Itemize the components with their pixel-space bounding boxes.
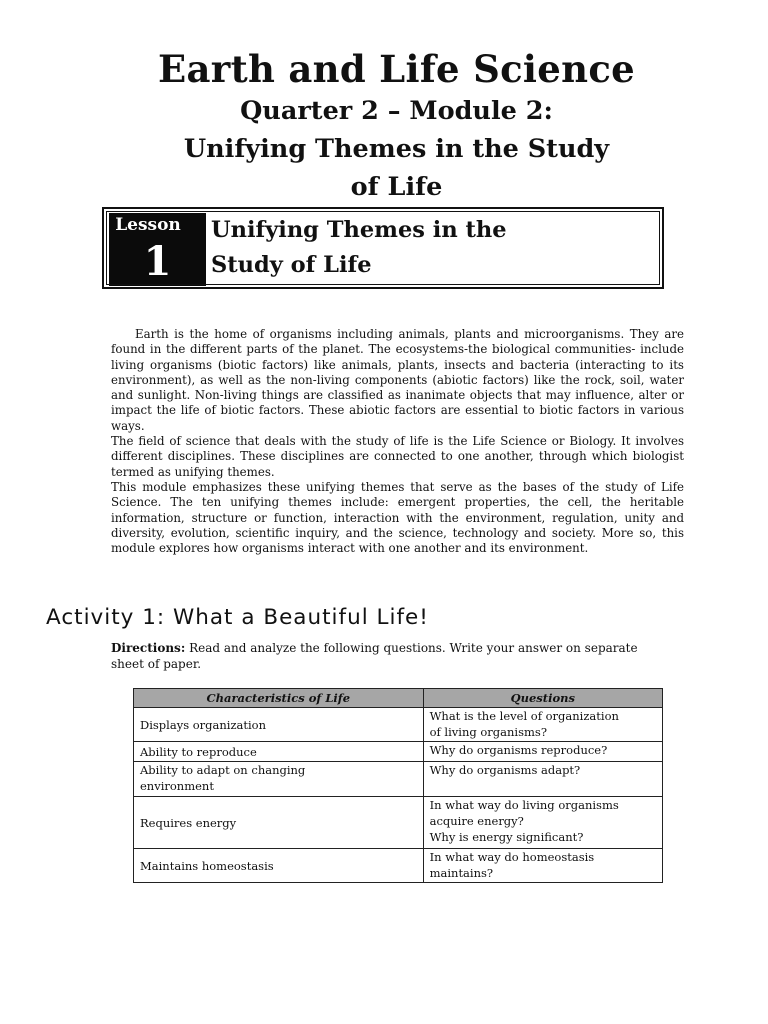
module-subtitle-line: Unifying Themes in the Study xyxy=(183,134,610,164)
questions-table xyxy=(133,688,663,883)
question-line: acquire energy? xyxy=(429,814,524,828)
table-row xyxy=(134,762,663,797)
characteristic-cell: Ability to adapt on changing environment xyxy=(134,762,424,797)
table-header-row xyxy=(134,689,663,708)
table-row xyxy=(134,742,663,762)
column-header: Characteristics of Life xyxy=(134,689,424,708)
table-row xyxy=(134,797,663,849)
lesson-number: 1 xyxy=(143,238,172,285)
characteristic-cell: Maintains homeostasis xyxy=(134,849,424,883)
question-cell xyxy=(423,708,662,742)
lesson-title-line: Study of Life xyxy=(211,252,372,278)
module-subtitle xyxy=(108,92,685,206)
lesson-badge xyxy=(109,213,206,286)
document-title: Earth and Life Science xyxy=(158,47,635,91)
module-subtitle-line: of Life xyxy=(350,172,443,202)
question-cell xyxy=(423,742,662,762)
table-row xyxy=(134,849,663,883)
question-cell xyxy=(423,762,662,797)
lesson-banner xyxy=(102,207,664,289)
intro-paragraph: Earth is the home of organisms including animals, plants and microorganisms. They are found in the different parts of the planet. The ecosystems-the biological communities- include living organisms (biotic factors) like animals, plants, insects and bacteria (interacting to its environment), as well as the non-living components (abiotic factors) like the rock, soil, water and sunlight. Non-living things are classified as inanimate objects that may influence, alter or impact the life of biotic factors. These abiotic factors are essential to biotic factors in various ways. xyxy=(111,327,684,433)
directions-text: Read and analyze the following questions. Write your answer on separate sheet of paper. xyxy=(111,641,638,671)
characteristic-cell: Ability to reproduce xyxy=(134,742,424,762)
lesson-title-line: Unifying Themes in the xyxy=(211,217,507,243)
table-row xyxy=(134,708,663,742)
question-line: In what way do homeostasis xyxy=(429,850,595,864)
directions-label: Directions: xyxy=(111,641,186,655)
column-header: Questions xyxy=(423,689,662,708)
question-line: maintains? xyxy=(429,866,494,880)
question-cell xyxy=(423,797,662,849)
lesson-title xyxy=(211,213,631,283)
intro-paragraph: This module emphasizes these unifying themes that serve as the bases of the study of Life Science. The ten unifying themes include: emergent properties, the cell, the heritable information, structure or function, interaction with the environment, regulation, unity and diversity, evolution, scientific inquiry, and the science, technology and society. More so, this module explores how organisms interact with one another and its environment. xyxy=(111,479,684,556)
question-line: Why is energy significant? xyxy=(429,830,584,844)
characteristic-cell: Requires energy xyxy=(134,797,424,849)
question-cell xyxy=(423,849,662,883)
intro-paragraph: The field of science that deals with the study of life is the Life Science or Biology. It involves different disciplines. These disciplines are connected to one another, through which biologist termed as unifying themes. xyxy=(111,434,684,479)
module-subtitle-line: Quarter 2 – Module 2: xyxy=(240,96,553,126)
activity-title: Activity 1: What a Beautiful Life! xyxy=(46,605,429,630)
question-line: In what way do living organisms xyxy=(429,798,619,812)
directions xyxy=(111,641,671,672)
question-line: Why do organisms reproduce? xyxy=(429,743,608,757)
lesson-label: Lesson xyxy=(115,215,181,235)
characteristic-cell: Displays organization xyxy=(134,708,424,742)
question-line: Why do organisms adapt? xyxy=(429,763,581,777)
question-line: What is the level of organization xyxy=(429,709,619,723)
intro-text xyxy=(111,327,684,556)
question-line: of living organisms? xyxy=(429,725,547,739)
